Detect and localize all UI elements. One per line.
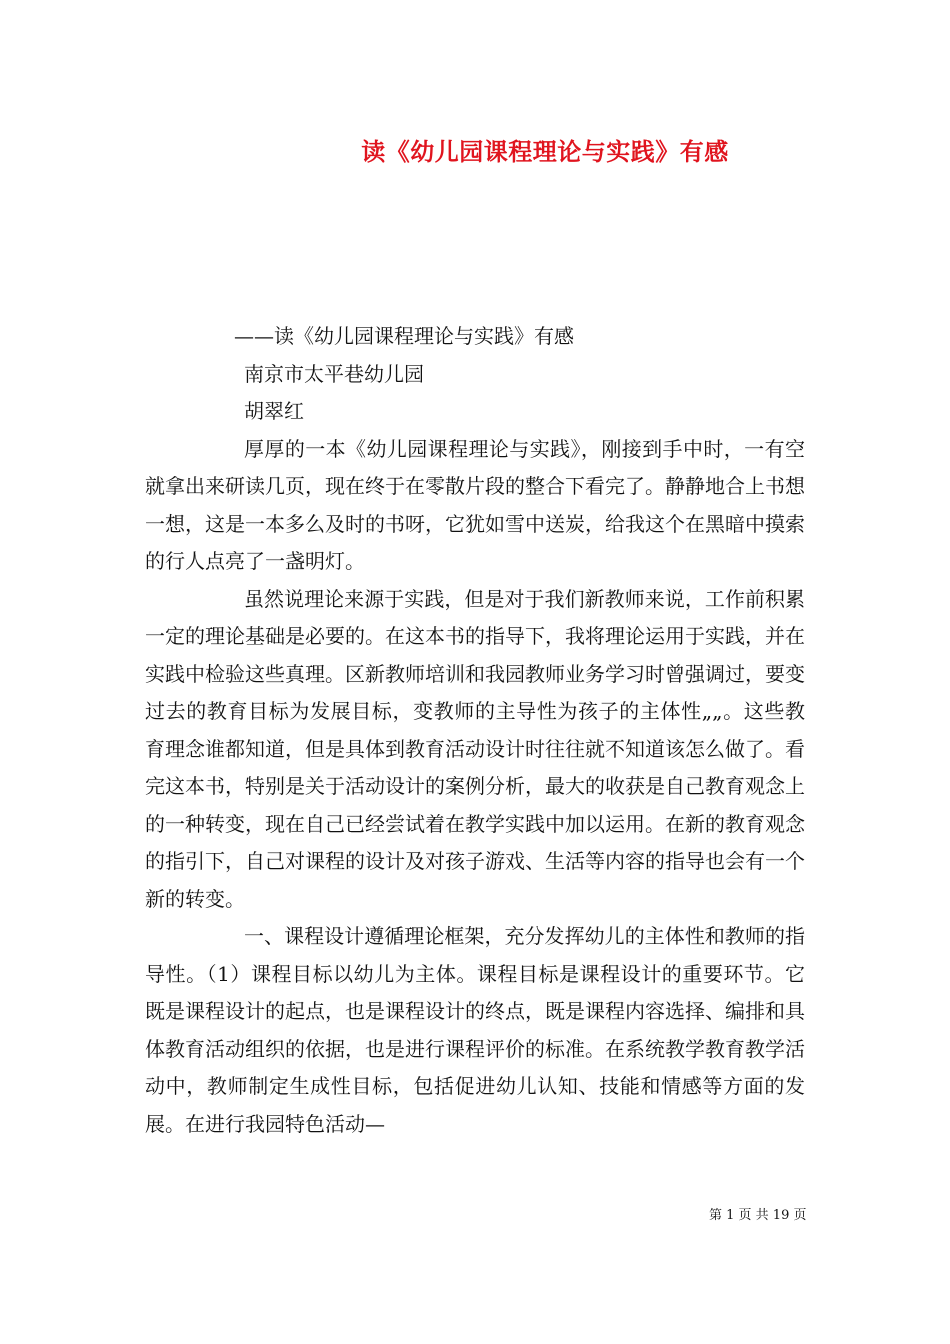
paragraph-1: 厚厚的一本《幼儿园课程理论与实践》，刚接到手中时，一有空就拿出来研读几页，现在终于在零散片段的整合下看完了。静静地合上书想一想，这是一本多么及时的书呀，它犹如雪中送炭，给我这个在黑暗中摸索的行人点亮了一盏明灯。 — [145, 436, 805, 573]
page-number: 第 1 页 共 19 页 — [709, 1208, 807, 1223]
author-name: 胡翠红 — [244, 399, 304, 423]
paragraph-2: 虽然说理论来源于实践，但是对于我们新教师来说，工作前积累一定的理论基础是必要的。在这本书的指导下，我将理论运用于实践，并在实践中检验这些真理。区新教师培训和我园教师业务学习时曾强调过，要变过去的教育目标为发展目标，变教师的主导性为孩子的主体性„„。这些教育理念谁都知道，但是具体到教育活动设计时往往就不知道该怎么做了。看完这本书，特别是关于活动设计的案例分析，最大的收获是自己教育观念上的一种转变，现在自己已经尝试着在教学实践中加以运用。在新的教育观念的指引下，自己对课程的设计及对孩子游戏、生活等内容的指导也会有一个新的转变。 — [145, 586, 805, 911]
document-subtitle: ——读《幼儿园课程理论与实践》有感 — [234, 324, 574, 348]
document-body — [145, 318, 805, 1143]
organization-name: 南京市太平巷幼儿园 — [244, 361, 424, 386]
document-title: 读《幼儿园课程理论与实践》有感 — [361, 137, 729, 166]
paragraph-3: 一、课程设计遵循理论框架，充分发挥幼儿的主体性和教师的指导性。（1）课程目标以幼儿为主体。课程目标是课程设计的重要环节。它既是课程设计的起点，也是课程设计的终点，既是课程内容选择、编排和具体教育活动组织的依据，也是进行课程评价的标准。在系统教学教育教学活动中，教师制定生成性目标，包括促进幼儿认知、技能和情感等方面的发展。在进行我园特色活动— — [145, 924, 805, 1136]
